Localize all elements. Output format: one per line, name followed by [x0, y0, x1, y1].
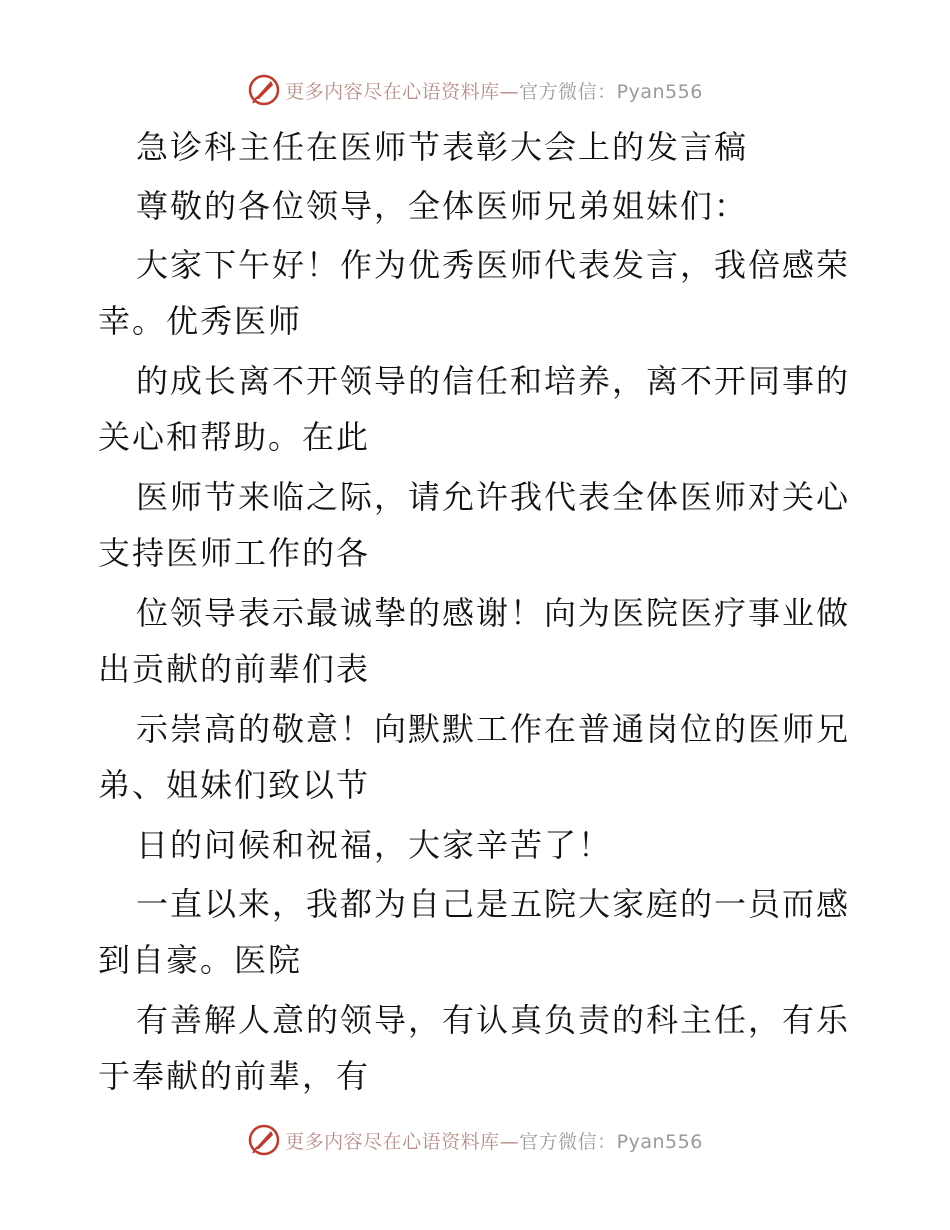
document-line: 大家下午好！作为优秀医师代表发言，我倍感荣	[136, 246, 851, 284]
document-line: 有善解人意的领导，有认真负责的科主任，有乐	[136, 1001, 851, 1039]
document-line: 出贡献的前辈们表	[98, 650, 371, 688]
document-line: 到自豪。医院	[98, 941, 303, 979]
footer-banner-wechat: 官方微信：Pyan556	[519, 1130, 703, 1153]
document-line: 一直以来，我都为自己是五院大家庭的一员而感	[136, 885, 851, 923]
footer-banner-text	[285, 1127, 703, 1154]
header-banner-wechat: 官方微信：Pyan556	[519, 80, 703, 103]
footer-banner	[0, 1120, 950, 1160]
document-line: 于奉献的前辈，有	[98, 1057, 371, 1095]
document-line: 关心和帮助。在此	[98, 418, 371, 456]
document-line: 示崇高的敬意！向默默工作在普通岗位的医师兄	[136, 710, 851, 748]
document-line: 支持医师工作的各	[98, 534, 371, 572]
document-line: 弟、姐妹们致以节	[98, 766, 371, 804]
document-line: 医师节来临之际，请允许我代表全体医师对关心	[136, 478, 851, 516]
document-line: 的成长离不开领导的信任和培养，离不开同事的	[136, 362, 851, 400]
document-line: 日的问候和祝福，大家辛苦了！	[136, 826, 613, 864]
header-banner-main: 更多内容尽在心语资料库	[285, 80, 500, 103]
document-line: 尊敬的各位领导，全体医师兄弟姐妹们：	[136, 187, 749, 225]
document-title: 急诊科主任在医师节表彰大会上的发言稿	[136, 128, 749, 166]
document-line: 位领导表示最诚挚的感谢！向为医院医疗事业做	[136, 594, 851, 632]
document-line: 幸。优秀医师	[98, 302, 303, 340]
footer-banner-main: 更多内容尽在心语资料库	[285, 1130, 500, 1153]
header-banner-dash: —	[499, 80, 520, 103]
quill-logo-icon	[247, 1123, 281, 1157]
footer-banner-dash: —	[499, 1130, 520, 1153]
